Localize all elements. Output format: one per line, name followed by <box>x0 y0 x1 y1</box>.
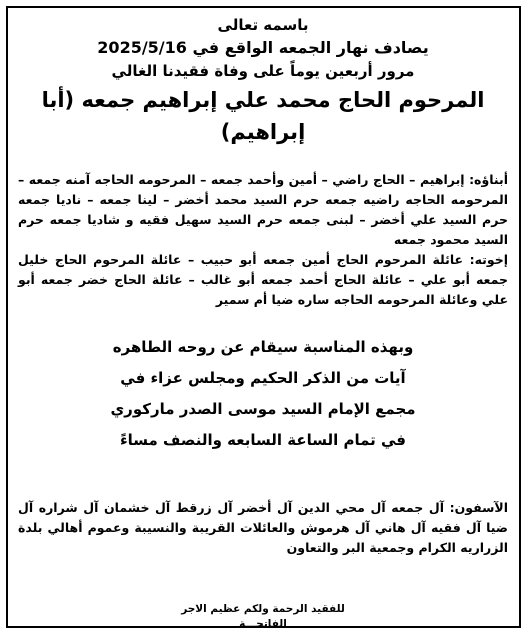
sons-paragraph: أبناؤه: إبراهيم – الحاج راضي – أمين وأحمد جمعه – المرحومه الحاجه آمنه جمعه – المرحومه الحاجه راضيه جمعه حرم السيد محمد أخضر – لينا جمعه – ناديا جمعه حرم السيد علي أخضر – لبنى جمعه حرم السيد سهيل فقيه و شاديا جمعه حرم السيد محمود جمعه <box>18 172 508 247</box>
basmala-heading: باسمه تعالى <box>217 16 309 34</box>
obituary-notice <box>14 10 512 632</box>
occasion-line: وبهذه المناسبة سيقام عن روحه الطاهره <box>112 338 414 356</box>
mourners-paragraph: الآسفون: آل جمعه آل محي الدين آل أخضر آل زرقط آل خشمان آل شراره آل ضيا آل فقيه آل هاني آل هرموش والعائلات القريبة والنسيبة وعموم أهالي بلدة الزراريه الكرام وجمعية البر والتعاون <box>18 500 508 555</box>
occasion-block <box>14 332 512 456</box>
occasion-line: آيات من الذكر الحكيم ومجلس عزاء في <box>120 369 406 387</box>
date-line: يصادف نهار الجمعه الواقع في 2025/5/16 <box>97 38 429 57</box>
closing-fatiha: الفاتحـــة <box>239 618 287 630</box>
deceased-name: المرحوم الحاج محمد علي إبراهيم جمعه (أبا إبراهيم) <box>41 88 485 144</box>
arbaeen-line: مرور أربعين يوماً على وفاة فقيدنا الغالي <box>111 62 415 80</box>
occasion-line: مجمع الإمام السيد موسى الصدر ماركوري <box>110 400 416 418</box>
closing-block <box>14 602 512 632</box>
closing-prayer: للفقيد الرحمة ولكم عظيم الاجر <box>181 603 345 615</box>
brothers-paragraph: إخوته: عائلة المرحوم الحاج أمين جمعه أبو حبيب – عائلة المرحوم الحاج خليل جمعه أبو علي – عائلة الحاج أحمد جمعه أبو غالب – عائلة الحاج خضر جمعه أبو علي وعائلة المرحومه الحاجه ساره ضيا أم سمير <box>18 252 508 307</box>
occasion-line: في تمام الساعة السابعه والنصف مساءً <box>119 431 407 449</box>
